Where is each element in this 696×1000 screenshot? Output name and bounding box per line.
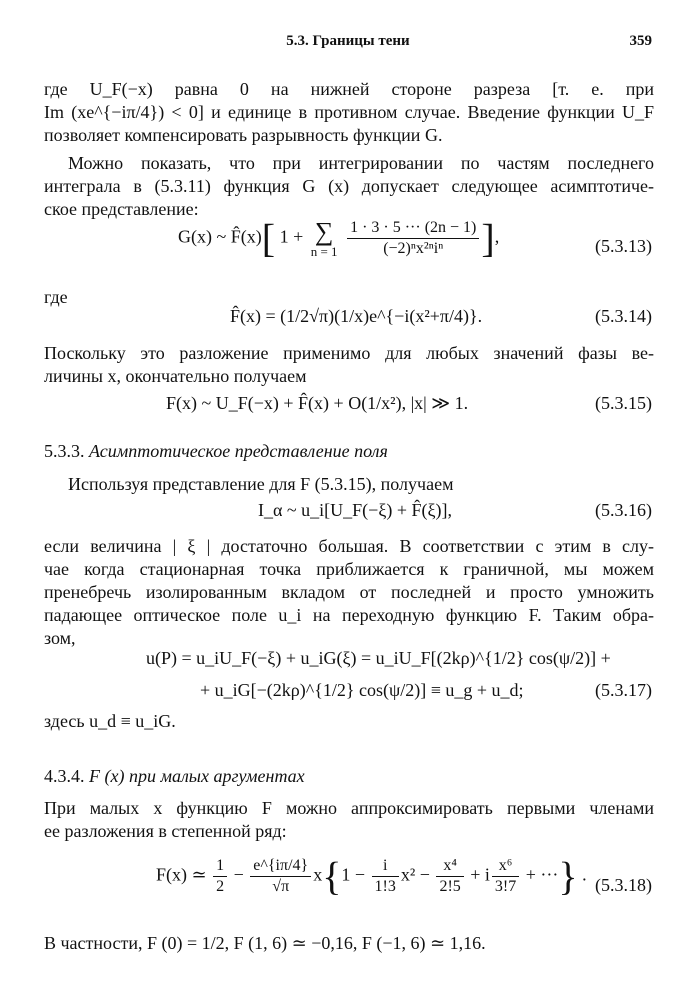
equation-5-3-18 — [156, 853, 587, 899]
fraction-numerator: x⁶ — [492, 856, 519, 877]
eq-lhs: F(x) ≃ — [156, 864, 207, 885]
equation-number: (5.3.14) — [595, 306, 652, 326]
fraction-numerator: 1 · 3 · 5 ··· (2n − 1) — [347, 218, 479, 239]
section-number: 5.3.3. — [44, 441, 85, 461]
eq-close: . — [582, 864, 587, 885]
text-line: зом, — [44, 628, 76, 648]
final-line: В частности, F (0) = 1/2, F (1, 6) ≃ −0,16, F (−1, 6) ≃ 1,16. — [44, 933, 486, 953]
text-line: личины x, окончательно получаем — [44, 366, 307, 386]
equation-5-3-14: F̂(x) = (1/2√π)(1/x)e^{−i(x²+π/4)}. — [230, 306, 483, 326]
section-title: F (x) при малых аргументах — [89, 766, 305, 786]
eq-fraction — [436, 856, 463, 897]
where-label: где — [44, 287, 68, 307]
here-line: здесь u_d ≡ u_iG. — [44, 711, 176, 731]
eq-lhs: G(x) ~ F̂(x) — [178, 226, 262, 247]
text-line: Im (xe^{−iπ/4}) < 0] и единице в противном случае. Введение функции U_F — [44, 102, 654, 122]
eq-x: x — [313, 864, 323, 885]
equation-5-3-17-line2: + u_iG[−(2kρ)^{1/2} cos(ψ/2)] ≡ u_g + u_d; — [200, 680, 524, 700]
running-header: 5.3. Границы тени — [286, 33, 410, 49]
eq-fraction — [213, 856, 227, 897]
equation-number: (5.3.15) — [595, 393, 652, 413]
section-heading — [44, 766, 305, 787]
text-line: ее разложения в степенной ряд: — [44, 821, 287, 841]
equation-number: (5.3.17) — [595, 680, 652, 700]
sum-lower: n = 1 — [310, 244, 338, 259]
fraction-denominator: 2 — [216, 878, 225, 895]
text-line: Поскольку это разложение применимо для любых значений фазы ве- — [44, 343, 654, 363]
eq-tail: , — [494, 226, 500, 247]
text-line: Можно показать, что при интегрировании по частям последнего — [68, 153, 654, 173]
eq-fraction — [250, 856, 311, 897]
paragraph-5 — [44, 535, 654, 650]
page-number: 359 — [629, 33, 652, 49]
fraction-denominator: (−2)ⁿx²ⁿiⁿ — [383, 240, 444, 257]
paragraph-2 — [44, 152, 654, 221]
text-line: ское представление: — [44, 199, 199, 219]
equation-number: (5.3.16) — [595, 500, 652, 520]
fraction-denominator: 1!3 — [374, 878, 396, 895]
section-heading — [44, 441, 388, 462]
equation-number: (5.3.13) — [595, 236, 652, 256]
equation-number: (5.3.18) — [595, 875, 652, 895]
text-line: позволяет компенсировать разрывность функции G. — [44, 125, 443, 145]
text-line: где U_F(−x) равна 0 на нижней стороне разреза [т. е. при — [44, 79, 654, 99]
fraction-denominator: 2!5 — [439, 878, 461, 895]
eq-term: x² − — [400, 864, 430, 885]
bracket-open: [ — [261, 215, 276, 261]
paragraph-3 — [44, 342, 654, 388]
brace-open: { — [322, 853, 342, 899]
eq-fraction — [492, 856, 519, 897]
fraction-denominator: 3!7 — [494, 878, 517, 895]
bracket-close: ] — [481, 215, 495, 261]
text-line: интеграла в (5.3.11) функция G (x) допускает следующее асимптотиче- — [44, 176, 654, 196]
text-line: падающее оптическое поле u_i на переходную функцию F. Таким обра- — [44, 605, 654, 625]
fraction-numerator: e^{iπ/4} — [250, 856, 311, 877]
fraction-numerator: x⁴ — [436, 856, 463, 877]
eq-open: 1 − — [341, 864, 366, 885]
text-line: При малых x функцию F можно аппроксимировать первыми членами — [44, 798, 654, 818]
fraction-denominator: √π — [272, 878, 290, 895]
text-line: если величина | ξ | достаточно большая. В соответствии с этим в слу- — [44, 536, 654, 556]
paragraph-4 — [44, 473, 654, 496]
paragraph-1 — [44, 78, 654, 147]
eq-one: 1 + — [279, 226, 304, 247]
section-title: Асимптотическое представление поля — [89, 441, 388, 461]
equation-5-3-17-line1: u(P) = u_iU_F(−ξ) + u_iG(ξ) = u_iU_F[(2kρ)^{1/2} cos(ψ/2)] + — [146, 648, 611, 668]
equation-5-3-15: F(x) ~ U_F(−x) + F̂(x) + O(1/x²), |x| ≫ 1. — [166, 393, 469, 413]
eq-term: + ··· — [525, 864, 559, 885]
eq-minus: − — [233, 864, 244, 885]
equation-5-3-16: I_α ~ u_i[U_F(−ξ) + F̂(ξ)], — [258, 500, 453, 520]
text-line: чае когда стационарная точка приближается к граничной, мы можем — [44, 559, 654, 579]
text-line: Используя представление для F (5.3.15), получаем — [68, 474, 454, 494]
eq-fraction — [347, 218, 479, 259]
brace-close: } — [558, 853, 578, 899]
eq-fraction — [372, 856, 399, 897]
text-line: пренебречь изолированным вкладом от последней и просто умножить — [44, 582, 654, 602]
sum-sign: ∑ n = 1 — [310, 217, 338, 259]
fraction-numerator: 1 — [213, 856, 227, 877]
section-number: 4.3.4. — [44, 766, 85, 786]
fraction-numerator: i — [372, 856, 399, 877]
equation-5-3-13 — [178, 215, 500, 261]
paragraph-6 — [44, 797, 654, 843]
eq-term: + i — [470, 864, 490, 885]
